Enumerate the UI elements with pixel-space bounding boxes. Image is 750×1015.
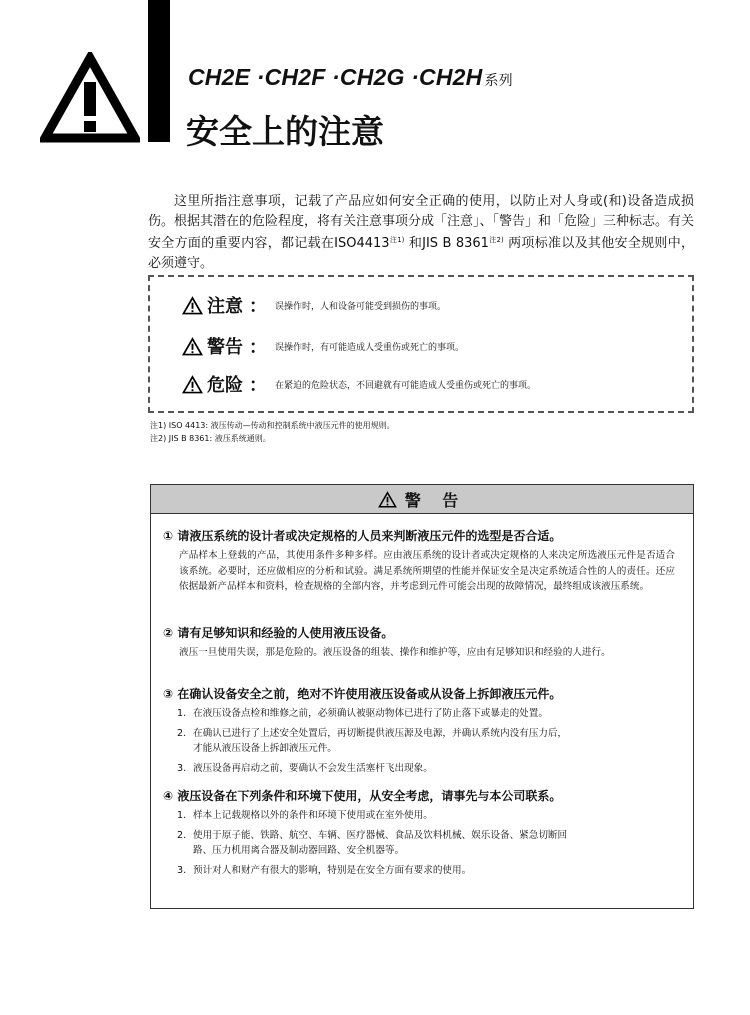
sub-item: 3. 预计对人和财产有很大的影响，特别是在安全方面有要求的使用。 [177,864,472,876]
warning-panel [150,484,694,909]
page-title: 安全上的注意 [186,112,384,151]
hazard-levels-box [148,275,694,413]
level-danger: 危险 ： 在紧迫的危险状态，不回避就有可能造成人受重伤或死亡的事项。 [182,370,536,398]
footnote-ref-2: 注2) [488,236,504,244]
footnote-ref-1: 注1) [389,236,405,244]
warning-triangle-small-icon [182,337,203,356]
sub-item: 1. 样本上记载规格以外的条件和环境下使用或在室外使用。 [177,810,433,821]
level-caution: 注意 ： 误操作时，人和设备可能受到损伤的事项。 [182,291,446,319]
warning-triangle-icon [40,52,140,144]
warning-panel-header [151,485,693,514]
intro-paragraph: 这里所指注意事项，记载了产品应如何安全正确的使用，以防止对人身或(和)设备造成损伤。根据其潜在的危险程度，将有关注意事项分成「注意」、「警告」和「危险」三种标志。有关安全方面的重要内容，都记载在ISO4413$^{注1)}$ 和JIS B 8361$^{注2)}$ 两项标准以及其他安全规则中，必须遵守。 [148,194,695,271]
warning-item-3: ③ 在确认设备安全之前，绝对不许使用液压设备或从设备上拆卸液压元件。 1. 在液压设备点检和维修之前，必须确认被驱动物体已进行了防止落下或暴走的处置。 2. 在确认已进行了上述安全处置后，再切断提供液压源及电源，并确认系统内没有压力后， 才能从液压设备上拆卸液压元件。 3. 液压设备再启动之前，要确认不会发生活塞杆飞出现象。 [163,686,675,776]
series-suffix: 系列 [484,72,513,88]
danger-triangle-icon [182,375,203,394]
warning-item-1: ① 请液压系统的设计者或决定规格的人员来判断液压元件的选型是否合适。 产品样本上登载的产品，其使用条件多种多样。应由液压系统的设计者或决定规格的人来决定所选液压元件是否适合该系统。必要时，还应做相应的分析和试验。满足系统所期望的性能并保证安全是决定系统适合性的人的责任。还应依据最新产品样本和资料，检查规格的全部内容，并考虑到元件可能会出现的故障情况，最终组成该液压系统。 [163,529,675,592]
footnote-2: 注2) JIS B 8361: 液压系统通则。 [150,434,271,443]
sub-item: 3. 液压设备再启动之前，要确认不会发生活塞杆飞出现象。 [177,762,433,774]
header-black-bar [148,0,170,142]
warning-panel-title: 警 告 [404,490,467,510]
footnotes [150,419,395,445]
sub-item: 2. 在确认已进行了上述安全处置后，再切断提供液压源及电源，并确认系统内没有压力后， 才能从液压设备上拆卸液压元件。 [177,727,568,754]
warning-item-2: ② 请有足够知识和经验的人使用液压设备。 液压一旦使用失误，那是危险的。液压设备的组装、操作和维护等，应由有足够知识和经验的人进行。 [163,626,611,658]
series-title: CH2E ·CH2F ·CH2G ·CH2H 系列 [188,64,513,90]
sub-item: 1. 在液压设备点检和维修之前，必须确认被驱动物体已进行了防止落下或暴走的处置。 [177,708,548,719]
warning-item-4: ④ 液压设备在下列条件和环境下使用，从安全考虑，请事先与本公司联系。 1. 样本上记载规格以外的条件和环境下使用或在室外使用。 2. 使用于原子能、铁路、航空、车辆、医疗器械、食品及饮料机械、娱乐设备、紧急切断回 路、压力机用离合器及制动器回路、安全机器等。 3. 预计对人和财产有很大的影响，特别是在安全方面有要求的使用。 [163,788,675,878]
sub-item: 2. 使用于原子能、铁路、航空、车辆、医疗器械、食品及饮料机械、娱乐设备、紧急切断回 路、压力机用离合器及制动器回路、安全机器等。 [177,829,568,856]
caution-triangle-icon [182,296,203,315]
footnote-1: 注1) ISO 4413: 液压传动—传动和控制系统中液压元件的使用规则。 [150,421,395,430]
level-warning: 警告 ： 误操作时，有可能造成人受重伤或死亡的事项。 [182,332,464,360]
panel-warning-icon [378,491,397,508]
